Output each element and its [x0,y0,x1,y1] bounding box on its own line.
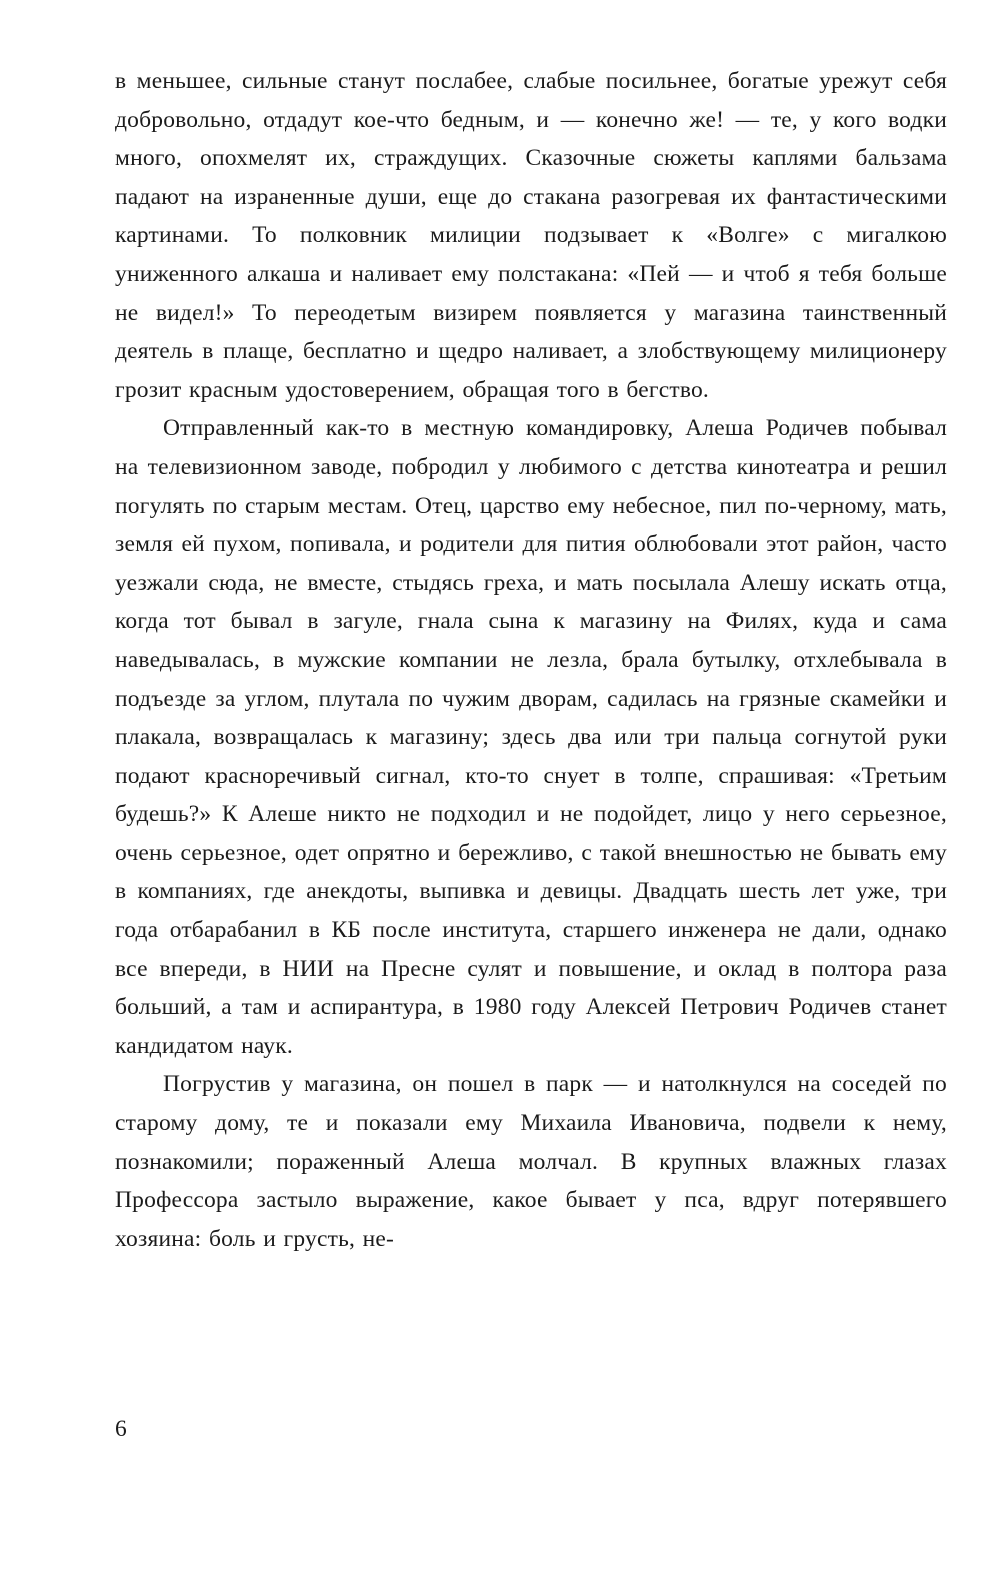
text-block [115,62,947,1258]
paragraph: Отправленный как-то в местную командировку, Алеша Родичев побывал на телевизионном заводе, побродил у любимого с детства кинотеатра и решил погулять по старым местам. Отец, царство ему небесное, пил по-черному, мать, земля ей пухом, попивала, и родители для пития облюбовали этот район, часто уезжали сюда, не вместе, стыдясь греха, и мать посылала Алешу искать отца, когда тот бывал в загуле, гнала сына к магазину на Филях, куда и сама наведывалась, в мужские компании не лезла, брала бутылку, отхлебывала в подъезде за углом, плутала по чужим дворам, садилась на грязные скамейки и плакала, возвращалась к магазину; здесь два или три пальца согнутой руки подают красноречивый сигнал, кто-то снует в толпе, спрашивая: «Третьим будешь?» К Алеше никто не подходил и не подойдет, лицо у него серьезное, очень серьезное, одет опрятно и бережливо, с такой внешностью не бывать ему в компаниях, где анекдоты, выпивка и девицы. Двадцать шесть лет уже, три года отбарабанил в КБ после института, старшего инженера не дали, однако все впереди, в НИИ на Пресне сулят и повышение, и оклад в полтора раза больший, а там и аспирантура, в 1980 году Алексей Петрович Родичев станет кандидатом наук. [115,415,947,1059]
paragraph-continuation: в меньшее, сильные станут послабее, слабые посильнее, богатые урежут себя добровольно, отдадут кое-что бедным, и — конечно же! — те, у кого водки много, опохмелят их, страждущих. Сказочные сюжеты каплями бальзама падают на израненные души, еще до стакана разогревая их фантастическими картинами. То полковник милиции подзывает к «Волге» с мигалкою униженного алкаша и наливает ему полстакана: «Пей — и чтоб я тебя больше не видел!» То переодетым визирем появляется у магазина таинственный деятель в плаще, бесплатно и щедро наливает, а злобствующему милиционеру грозит красным удостоверением, обращая того в бегство. [115,68,947,403]
page-number: 6 [115,1416,127,1442]
paragraph: Погрустив у магазина, он пошел в парк — и натолкнулся на соседей по старому дому, те и показали ему Михаила Ивановича, подвели к нему, познакомили; пораженный Алеша молчал. В крупных влажных глазах Профессора застыло выражение, какое бывает у пса, вдруг потерявшего хозяина: боль и грусть, не- [115,1071,947,1252]
